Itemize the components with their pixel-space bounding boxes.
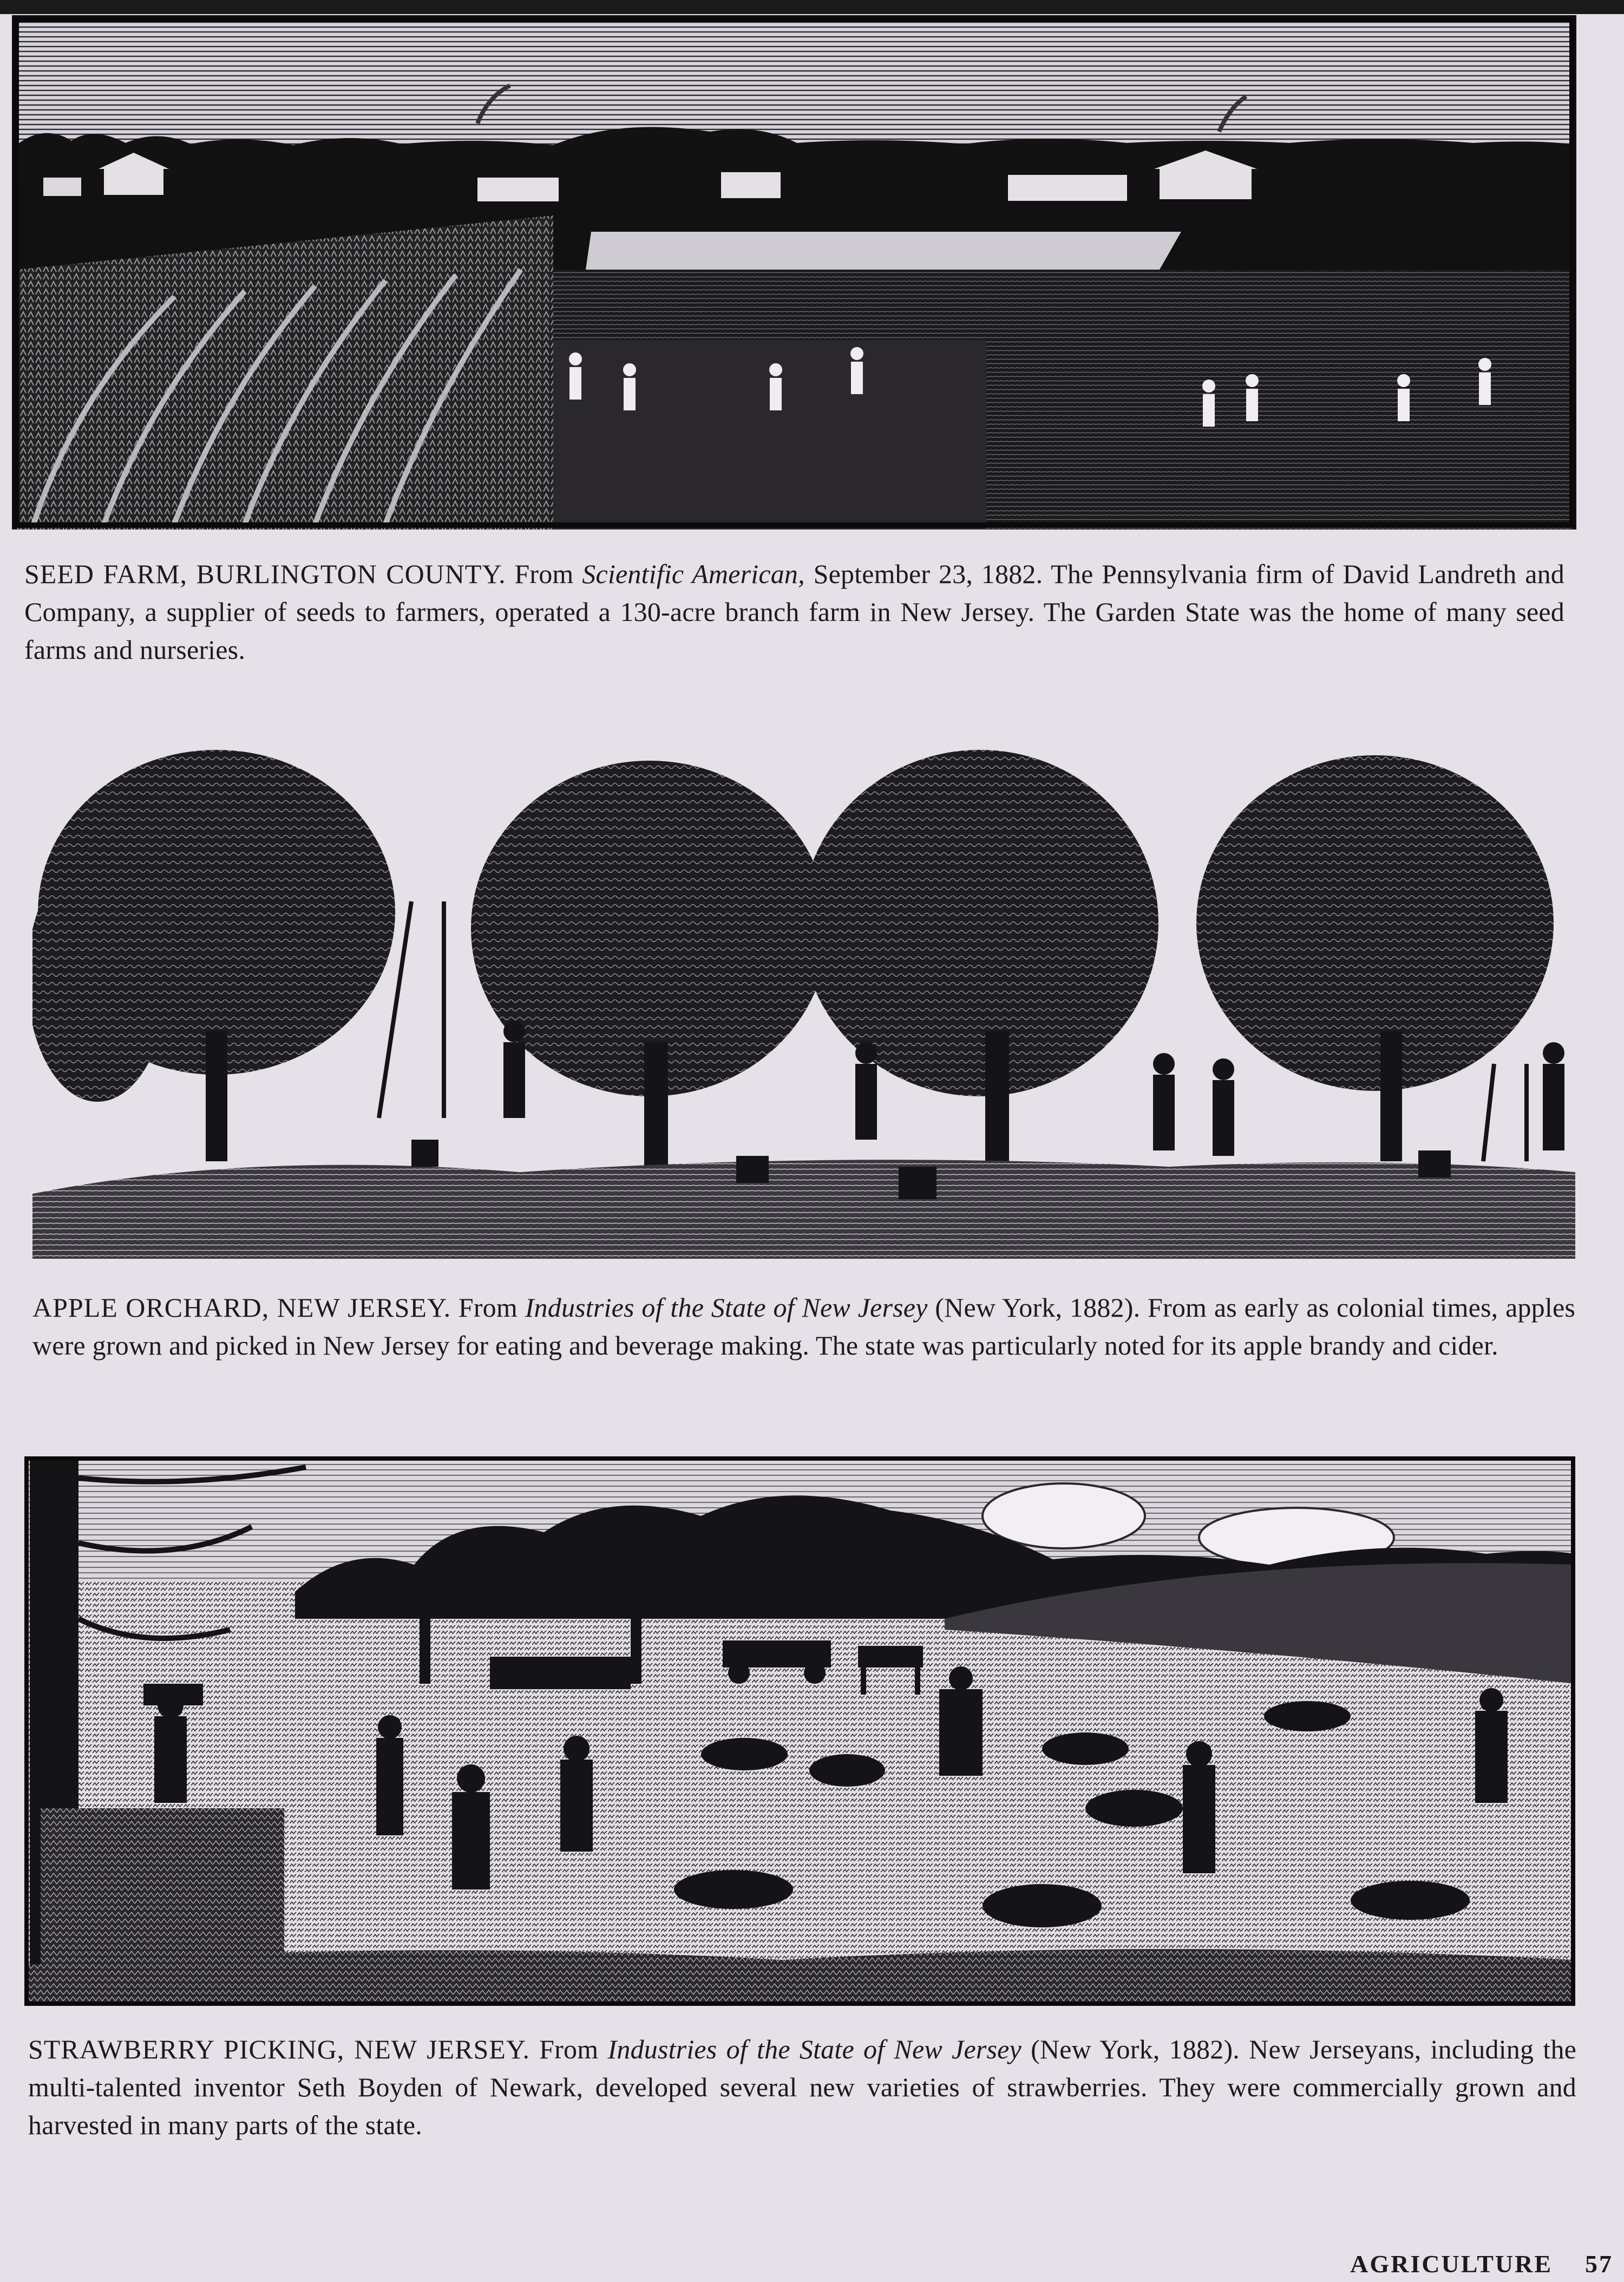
caption-from: From [539,2034,599,2064]
caption-text: September 23, 1882. The Pennsylvania firm of David Landreth and Company, a supplier of seeds to farmers, operated a 130-acre branch farm in New Jersey. The Garden State was the home of many seed farms and nurseries. [24,559,1564,665]
page-footer [1350,2250,1613,2278]
seed-farm-caption [24,555,1564,669]
caption-from: From [514,559,574,589]
page-number: 57 [1585,2250,1613,2278]
apple-orchard-engraving [32,728,1575,1259]
caption-source: Industries of the State of New Jersey [525,1292,928,1323]
seed-farm-engraving [12,15,1576,529]
caption-source: Scientific American, [582,559,805,589]
strawberry-picking-engraving [24,1456,1575,2006]
caption-title: APPLE ORCHARD, NEW JERSEY. [32,1292,451,1323]
caption-title: SEED FARM, BURLINGTON COUNTY. [24,559,506,589]
page-top-edge [0,0,1624,14]
caption-text: (New York, 1882). From as early as colonial times, apples were grown and picked in New Jersey for eating and beverage making. The state was particularly noted for its apple brandy and cider. [32,1292,1576,1361]
caption-from: From [458,1292,518,1323]
running-section-title: AGRICULTURE [1350,2250,1553,2278]
caption-source: Industries of the State of New Jersey [607,2034,1021,2064]
strawberry-picking-caption [28,2030,1576,2144]
caption-text: (New York, 1882). New Jerseyans, including the multi-talented inventor Seth Boyden of Newark, developed several new varieties of strawberries. They were commercially grown and harvested in many parts of the state. [28,2034,1577,2140]
caption-title: STRAWBERRY PICKING, NEW JERSEY. [28,2034,530,2064]
apple-orchard-caption [32,1289,1575,1364]
